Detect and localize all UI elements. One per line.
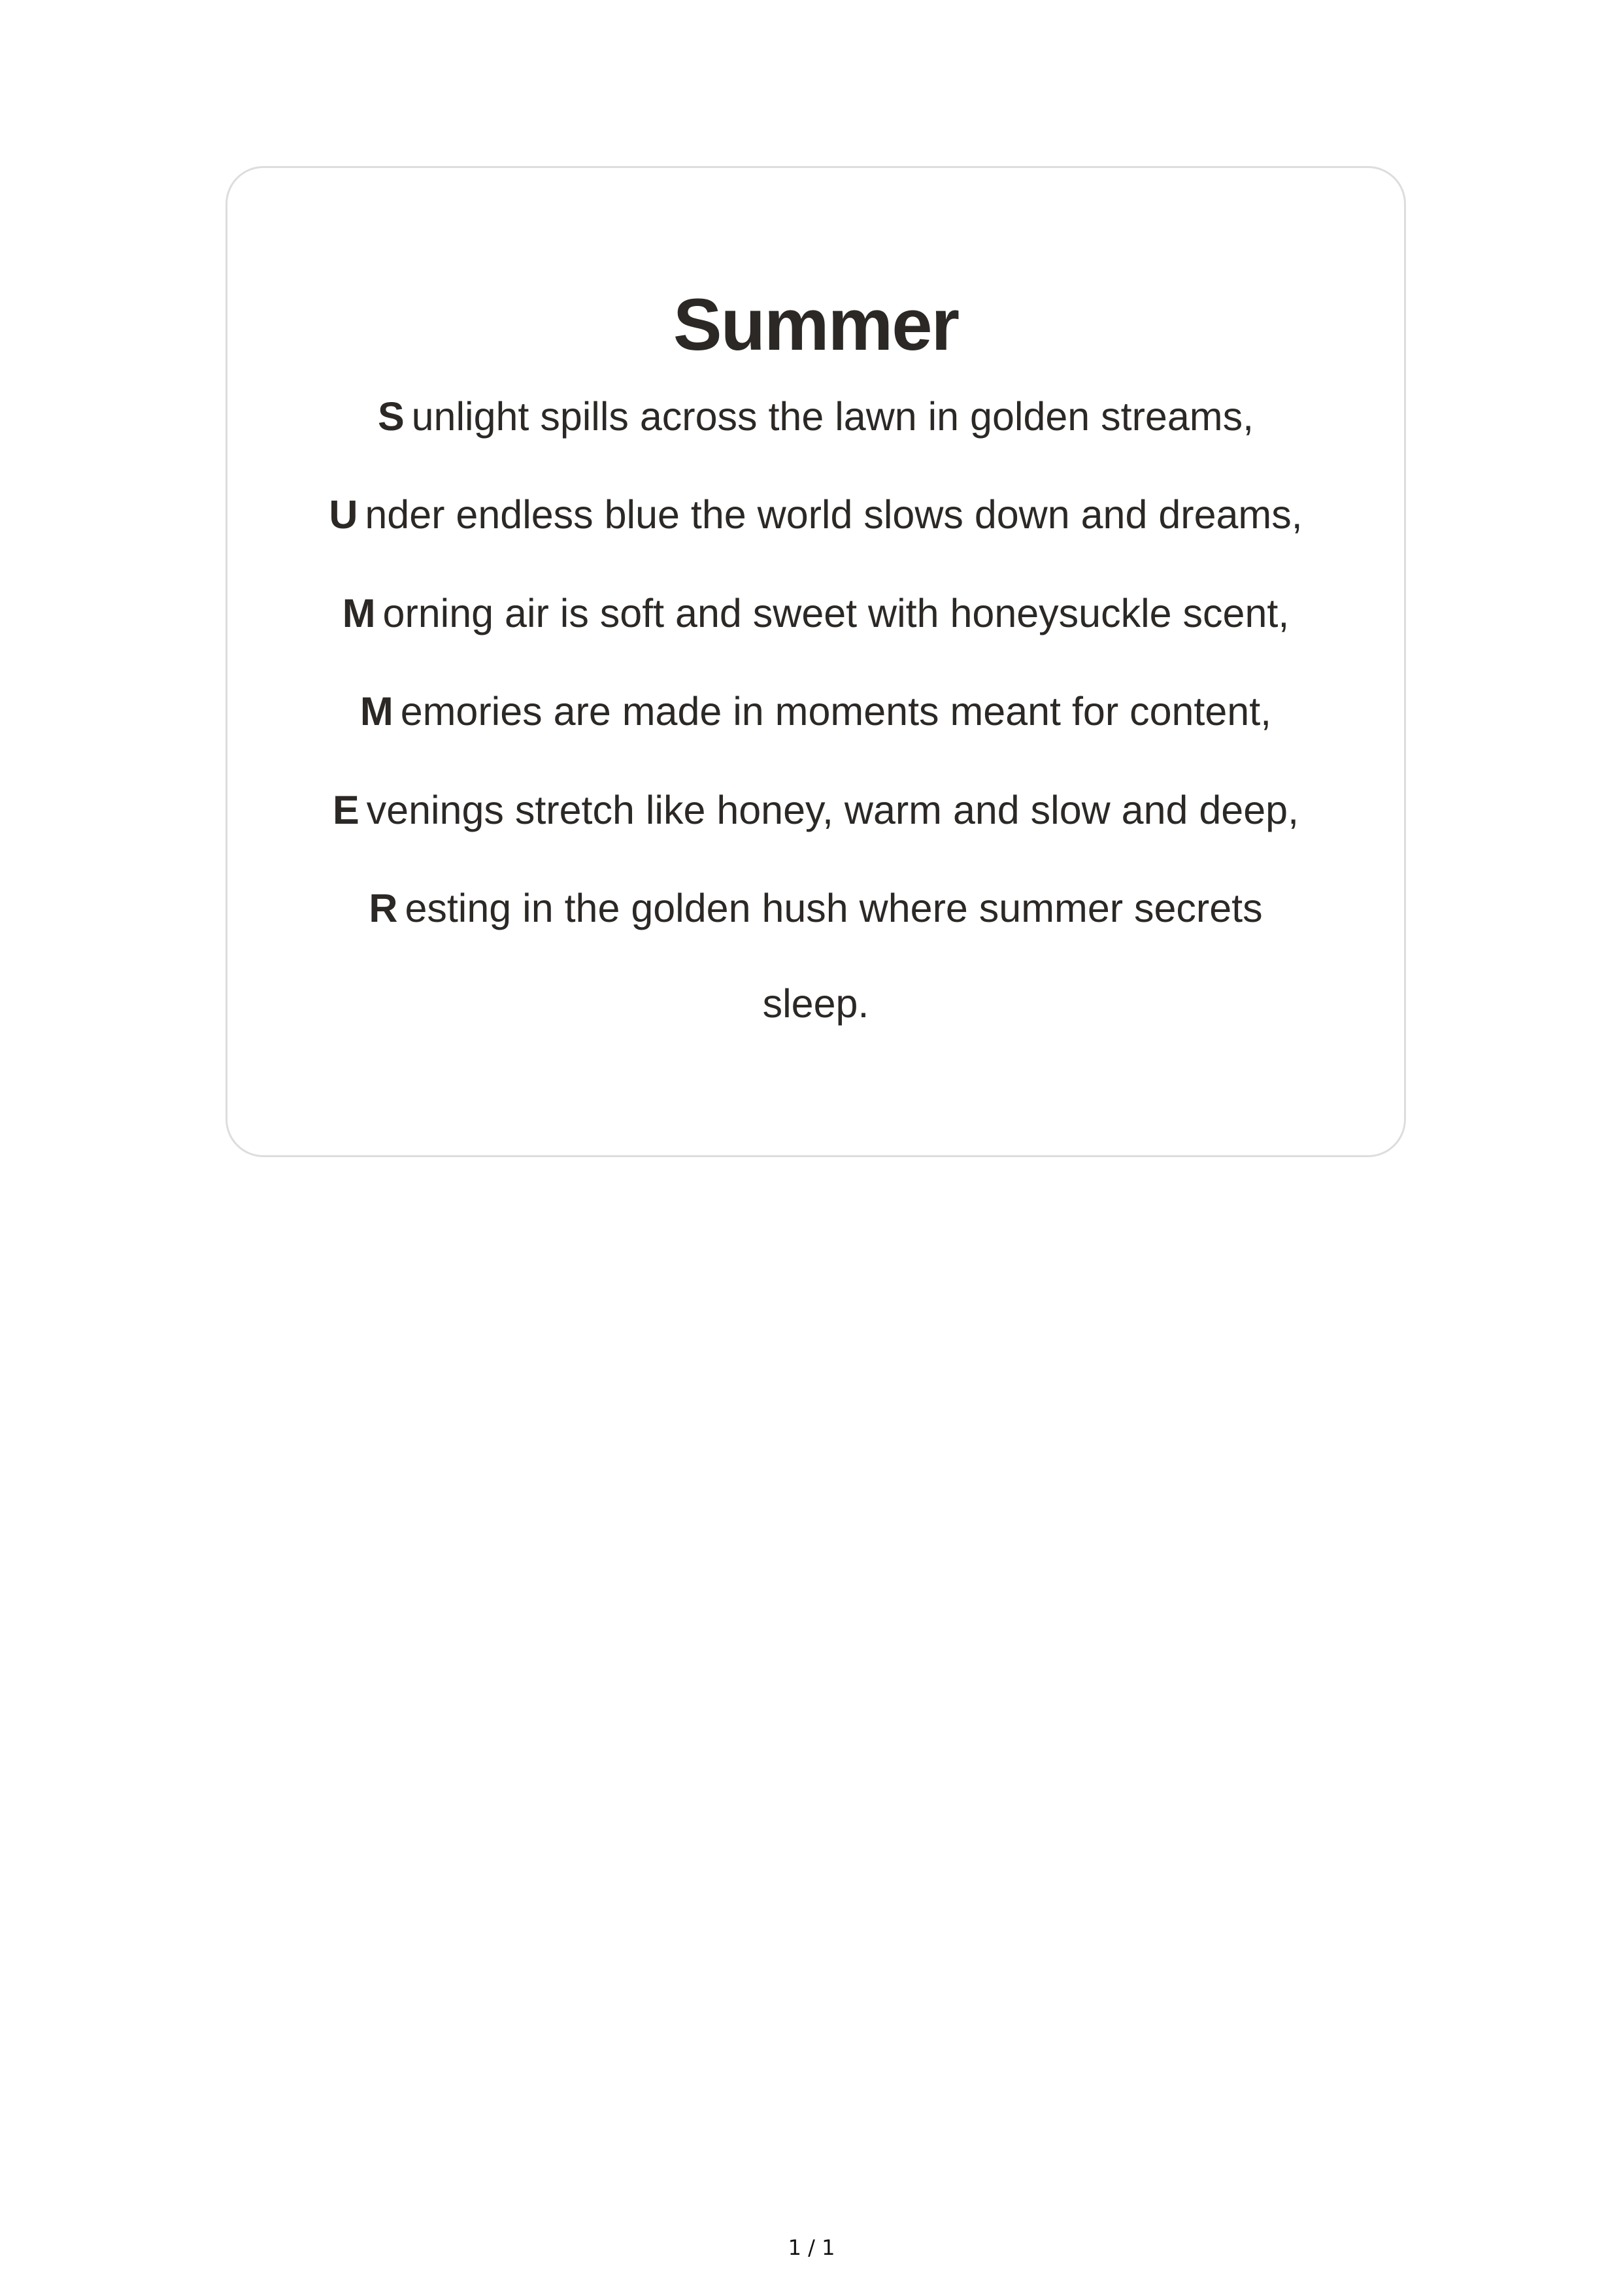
acrostic-initial: R bbox=[369, 886, 398, 930]
poem-line-text: venings stretch like honey, warm and slow and deep, bbox=[366, 788, 1299, 832]
poem-line-text: orning air is soft and sweet with honeysuckle scent, bbox=[382, 591, 1290, 635]
poem-line-6-continuation: sleep. bbox=[762, 981, 869, 1026]
poem-line-4 bbox=[227, 679, 1404, 744]
acrostic-initial: E bbox=[332, 788, 360, 832]
poem-line-1 bbox=[227, 384, 1404, 449]
poem-line-text: emories are made in moments meant for content, bbox=[400, 689, 1272, 734]
page-number: 1 / 1 bbox=[788, 2235, 835, 2260]
poem-line-text: unlight spills across the lawn in golden streams, bbox=[411, 394, 1254, 439]
acrostic-initial: U bbox=[329, 492, 358, 537]
poem-title: Summer bbox=[673, 284, 959, 365]
poem-card bbox=[226, 166, 1406, 1157]
acrostic-initial: S bbox=[377, 394, 405, 439]
poem-line-3 bbox=[227, 581, 1404, 646]
poem-line-text: esting in the golden hush where summer secrets bbox=[405, 886, 1263, 930]
poem-line-5 bbox=[227, 777, 1404, 843]
poem-line-text: nder endless blue the world slows down and dreams, bbox=[365, 492, 1303, 537]
poem-line-2 bbox=[227, 482, 1404, 547]
poem-line-6 bbox=[227, 875, 1404, 941]
acrostic-initial: M bbox=[342, 591, 376, 635]
acrostic-initial: M bbox=[360, 689, 393, 734]
